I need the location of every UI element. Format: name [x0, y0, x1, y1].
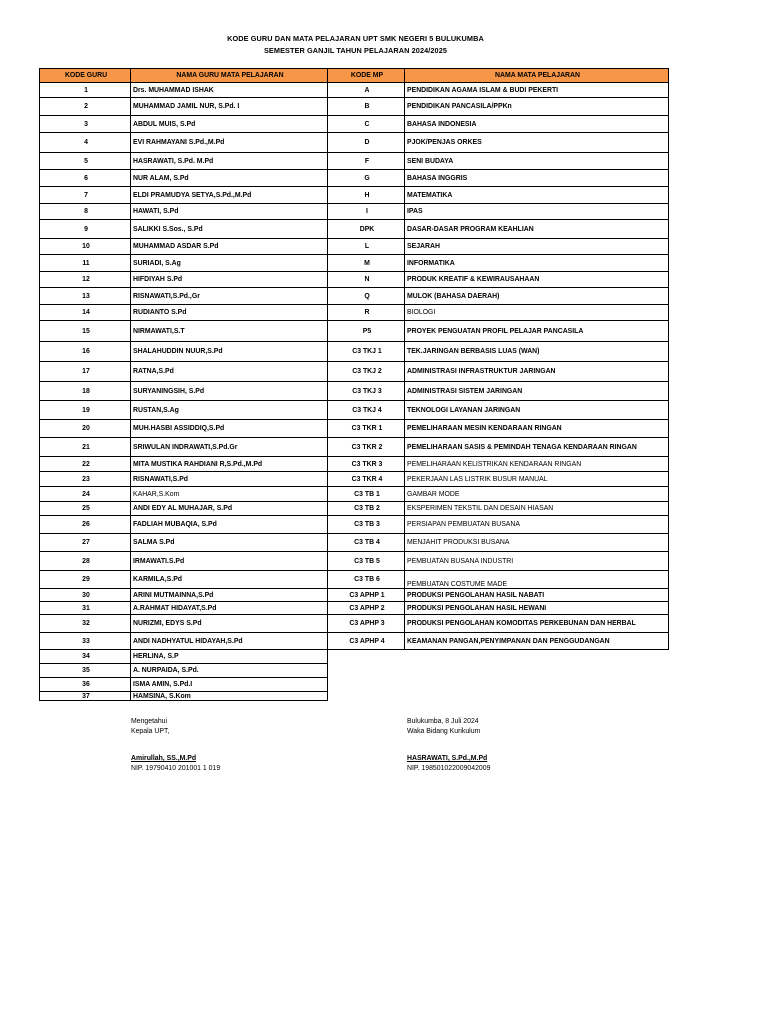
kode-mp-cell: C3 TKJ 3	[328, 382, 405, 401]
kode-mp-cell: G	[328, 170, 405, 187]
kode-guru-cell: 14	[40, 305, 131, 321]
kode-mp-cell: C3 TB 1	[328, 487, 405, 502]
kode-guru-cell: 7	[40, 187, 131, 204]
kode-mp-cell: C3 TB 3	[328, 516, 405, 534]
kode-mp-cell: D	[328, 133, 405, 153]
nama-mapel-cell: PEKERJAAN LAS LISTRIK BUSUR MANUAL	[405, 472, 669, 487]
kode-guru-cell: 6	[40, 170, 131, 187]
nama-guru-cell: HAWATI, S.Pd	[131, 204, 328, 220]
kode-guru-cell: 24	[40, 487, 131, 502]
table-row	[40, 239, 669, 255]
nama-guru-cell: ISMA AMIN, S.Pd.I	[131, 678, 328, 692]
header-nama-mapel: NAMA MATA PELAJARAN	[405, 69, 669, 83]
teacher-subject-table	[39, 68, 669, 701]
kode-mp-cell: P5	[328, 321, 405, 342]
nama-guru-cell: RISNAWATI,S.Pd.,Gr	[131, 288, 328, 305]
kode-guru-cell: 11	[40, 255, 131, 272]
kode-guru-cell: 10	[40, 239, 131, 255]
kode-mp-cell: C3 TKR 2	[328, 438, 405, 457]
kode-guru-cell: 25	[40, 502, 131, 516]
nama-mapel-cell: PRODUKSI PENGOLAHAN KOMODITAS PERKEBUNAN DAN HERBAL	[405, 615, 669, 633]
nama-mapel-cell: PENDIDIKAN AGAMA ISLAM & BUDI PEKERTI	[405, 83, 669, 98]
table-row	[40, 98, 669, 116]
nama-guru-cell: RISNAWATI,S.Pd	[131, 472, 328, 487]
kode-mp-cell: H	[328, 187, 405, 204]
nama-mapel-cell: PEMELIHARAAN MESIN KENDARAAN RINGAN	[405, 420, 669, 438]
nama-guru-cell: MUHAMMAD ASDAR S.Pd	[131, 239, 328, 255]
kode-guru-cell: 20	[40, 420, 131, 438]
nama-mapel-cell	[405, 664, 669, 678]
nama-mapel-cell: BIOLOGI	[405, 305, 669, 321]
nama-mapel-cell: PRODUKSI PENGOLAHAN HASIL NABATI	[405, 589, 669, 602]
kode-mp-cell: C3 TB 2	[328, 502, 405, 516]
kode-guru-cell: 32	[40, 615, 131, 633]
table-row	[40, 502, 669, 516]
kode-guru-cell: 3	[40, 116, 131, 133]
sig-right-line2: Waka Bidang Kurikulum	[407, 727, 481, 735]
table-row	[40, 401, 669, 420]
nama-guru-cell: SURYANINGSIH, S.Pd	[131, 382, 328, 401]
kode-mp-cell: C3 TKR 1	[328, 420, 405, 438]
kode-mp-cell: M	[328, 255, 405, 272]
kode-guru-cell: 19	[40, 401, 131, 420]
nama-mapel-cell: PENDIDIKAN PANCASILA/PPKn	[405, 98, 669, 116]
table-row	[40, 153, 669, 170]
table-row	[40, 187, 669, 204]
signature-right	[407, 717, 490, 773]
nama-guru-cell: ANDI NADHYATUL HIDAYAH,S.Pd	[131, 633, 328, 650]
nama-guru-cell: Drs. MUHAMMAD ISHAK	[131, 83, 328, 98]
nama-guru-cell: SURIADI, S.Ag	[131, 255, 328, 272]
nama-guru-cell: MUH.HASBI ASSIDDIQ,S.Pd	[131, 420, 328, 438]
table-row	[40, 342, 669, 362]
kode-mp-cell: C	[328, 116, 405, 133]
nama-mapel-cell: DASAR-DASAR PROGRAM KEAHLIAN	[405, 220, 669, 239]
nama-mapel-cell	[405, 650, 669, 664]
nama-mapel-cell: PERSIAPAN PEMBUATAN BUSANA	[405, 516, 669, 534]
header-nama-guru: NAMA GURU MATA PELAJARAN	[131, 69, 328, 83]
nama-guru-cell: SHALAHUDDIN NUUR,S.Pd	[131, 342, 328, 362]
nama-mapel-cell: BAHASA INGGRIS	[405, 170, 669, 187]
kode-mp-cell: L	[328, 239, 405, 255]
table-row	[40, 305, 669, 321]
kode-guru-cell: 33	[40, 633, 131, 650]
table-row	[40, 220, 669, 239]
kode-mp-cell: C3 TB 5	[328, 552, 405, 571]
kode-guru-cell: 28	[40, 552, 131, 571]
kode-guru-cell: 13	[40, 288, 131, 305]
kode-mp-cell: C3 APHP 3	[328, 615, 405, 633]
table-row	[40, 438, 669, 457]
nama-guru-cell: MITA MUSTIKA RAHDIANI R,S.Pd.,M.Pd	[131, 457, 328, 472]
kode-mp-cell	[328, 650, 405, 664]
kode-guru-cell: 21	[40, 438, 131, 457]
sig-right-name: HASRAWATI, S.Pd.,M.Pd	[407, 755, 488, 763]
nama-mapel-cell	[405, 692, 669, 701]
kode-guru-cell: 18	[40, 382, 131, 401]
nama-mapel-cell: PJOK/PENJAS ORKES	[405, 133, 669, 153]
nama-guru-cell: MUHAMMAD JAMIL NUR, S.Pd. I	[131, 98, 328, 116]
table-row	[40, 516, 669, 534]
kode-mp-cell: C3 TKJ 2	[328, 362, 405, 382]
table-row	[40, 382, 669, 401]
nama-guru-cell: NURIZMI, EDYS S.Pd	[131, 615, 328, 633]
nama-guru-cell: IRMAWATI.S.Pd	[131, 552, 328, 571]
table-row	[40, 420, 669, 438]
kode-mp-cell: C3 TKR 3	[328, 457, 405, 472]
nama-mapel-cell: TEK.JARINGAN BERBASIS LUAS (WAN)	[405, 342, 669, 362]
nama-guru-cell: RATNA,S.Pd	[131, 362, 328, 382]
nama-mapel-cell: PEMBUATAN BUSANA INDUSTRI	[405, 552, 669, 571]
nama-mapel-cell: PEMBUATAN COSTUME MADE	[405, 571, 669, 589]
table-row	[40, 83, 669, 98]
document-subtitle: SEMESTER GANJIL TAHUN PELAJARAN 2024/2025	[263, 46, 448, 55]
table-row	[40, 133, 669, 153]
table-row	[40, 692, 669, 701]
table-row	[40, 272, 669, 288]
nama-mapel-cell: SENI BUDAYA	[405, 153, 669, 170]
table-row	[40, 116, 669, 133]
kode-mp-cell: I	[328, 204, 405, 220]
kode-guru-cell: 16	[40, 342, 131, 362]
kode-mp-cell: C3 TKR 4	[328, 472, 405, 487]
nama-mapel-cell: MATEMATIKA	[405, 187, 669, 204]
nama-guru-cell: RUDIANTO S.Pd	[131, 305, 328, 321]
kode-guru-cell: 22	[40, 457, 131, 472]
nama-mapel-cell: PRODUK KREATIF & KEWIRAUSAHAAN	[405, 272, 669, 288]
kode-mp-cell: DPK	[328, 220, 405, 239]
table-row	[40, 457, 669, 472]
table-row	[40, 487, 669, 502]
kode-mp-cell: A	[328, 83, 405, 98]
kode-mp-cell: C3 TKJ 4	[328, 401, 405, 420]
kode-mp-cell: C3 TKJ 1	[328, 342, 405, 362]
nama-mapel-cell: PEMELIHARAAN KELISTRIKAN KENDARAAN RINGAN	[405, 457, 669, 472]
nama-guru-cell: KARMILA,S.Pd	[131, 571, 328, 589]
nama-guru-cell: SRIWULAN INDRAWATI,S.Pd.Gr	[131, 438, 328, 457]
nama-mapel-cell: PRODUKSI PENGOLAHAN HASIL HEWANI	[405, 602, 669, 615]
table-row	[40, 678, 669, 692]
header-kode-guru: KODE GURU	[40, 69, 131, 83]
table-row	[40, 552, 669, 571]
kode-guru-cell: 37	[40, 692, 131, 701]
sig-left-line1: Mengetahui	[131, 718, 168, 725]
kode-guru-cell: 35	[40, 664, 131, 678]
kode-guru-cell: 23	[40, 472, 131, 487]
kode-guru-cell: 29	[40, 571, 131, 589]
nama-guru-cell: SALIKKI S.Sos., S.Pd	[131, 220, 328, 239]
sig-left-line2: Kepala UPT,	[131, 727, 170, 735]
nama-mapel-cell	[405, 678, 669, 692]
kode-guru-cell: 15	[40, 321, 131, 342]
nama-guru-cell: ANDI EDY AL MUHAJAR, S.Pd	[131, 502, 328, 516]
nama-mapel-cell: ADMINISTRASI INFRASTRUKTUR JARINGAN	[405, 362, 669, 382]
nama-guru-cell: A. NURPAIDA, S.Pd.	[131, 664, 328, 678]
table-row	[40, 633, 669, 650]
kode-guru-cell: 4	[40, 133, 131, 153]
nama-mapel-cell: ADMINISTRASI SISTEM JARINGAN	[405, 382, 669, 401]
nama-guru-cell: FADLIAH MUBAQIA, S.Pd	[131, 516, 328, 534]
table-row	[40, 602, 669, 615]
nama-mapel-cell: GAMBAR MODE	[405, 487, 669, 502]
nama-mapel-cell: PEMELIHARAAN SASIS & PEMINDAH TENAGA KENDARAAN RINGAN	[405, 438, 669, 457]
sig-right-nip: NIP. 198501022009042009	[407, 764, 491, 772]
nama-guru-cell: NUR ALAM, S.Pd	[131, 170, 328, 187]
nama-mapel-cell: SEJARAH	[405, 239, 669, 255]
kode-guru-cell: 34	[40, 650, 131, 664]
nama-guru-cell: ELDI PRAMUDYA SETYA,S.Pd.,M.Pd	[131, 187, 328, 204]
table-row	[40, 204, 669, 220]
nama-guru-cell: KAHAR,S.Kom	[131, 487, 328, 502]
nama-mapel-cell: BAHASA INDONESIA	[405, 116, 669, 133]
kode-mp-cell: B	[328, 98, 405, 116]
kode-guru-cell: 26	[40, 516, 131, 534]
table-row	[40, 615, 669, 633]
nama-guru-cell: HIFDIYAH S.Pd	[131, 272, 328, 288]
kode-mp-cell: C3 APHP 4	[328, 633, 405, 650]
nama-guru-cell: SALMA S.Pd	[131, 534, 328, 552]
sig-left-name: Amirullah, SS.,M.Pd	[131, 755, 197, 763]
sig-left-nip: NIP. 19790410 201001 1 019	[131, 764, 221, 772]
nama-guru-cell: A.RAHMAT HIDAYAT,S.Pd	[131, 602, 328, 615]
document-title: KODE GURU DAN MATA PELAJARAN UPT SMK NEGERI 5 BULUKUMBA	[227, 34, 484, 43]
table-row	[40, 255, 669, 272]
table-row	[40, 170, 669, 187]
kode-guru-cell: 27	[40, 534, 131, 552]
kode-mp-cell: C3 TB 6	[328, 571, 405, 589]
kode-mp-cell	[328, 664, 405, 678]
nama-mapel-cell: TEKNOLOGI LAYANAN JARINGAN	[405, 401, 669, 420]
nama-guru-cell: NIRMAWATI,S.T	[131, 321, 328, 342]
sig-right-line1: Bulukumba, 8 Juli 2024	[407, 718, 479, 725]
kode-mp-cell	[328, 678, 405, 692]
kode-mp-cell: R	[328, 305, 405, 321]
nama-mapel-cell: MULOK (BAHASA DAERAH)	[405, 288, 669, 305]
kode-mp-cell: C3 APHP 2	[328, 602, 405, 615]
kode-mp-cell: F	[328, 153, 405, 170]
nama-guru-cell: ABDUL MUIS, S.Pd	[131, 116, 328, 133]
nama-guru-cell: HAMSINA, S.Kom	[131, 692, 328, 701]
kode-guru-cell: 31	[40, 602, 131, 615]
table-row	[40, 472, 669, 487]
table-row	[40, 362, 669, 382]
signature-left	[131, 717, 220, 773]
kode-mp-cell	[328, 692, 405, 701]
kode-mp-cell: C3 TB 4	[328, 534, 405, 552]
nama-guru-cell: HERLINA, S.P	[131, 650, 328, 664]
table-row	[40, 589, 669, 602]
table-header-row	[40, 69, 669, 83]
nama-mapel-cell: PROYEK PENGUATAN PROFIL PELAJAR PANCASILA	[405, 321, 669, 342]
kode-guru-cell: 1	[40, 83, 131, 98]
table-row	[40, 650, 669, 664]
nama-guru-cell: HASRAWATI, S.Pd. M.Pd	[131, 153, 328, 170]
nama-mapel-cell: IPAS	[405, 204, 669, 220]
nama-guru-cell: RUSTAN,S.Ag	[131, 401, 328, 420]
nama-mapel-cell: MENJAHIT PRODUKSI BUSANA	[405, 534, 669, 552]
kode-guru-cell: 36	[40, 678, 131, 692]
header-kode-mp: KODE MP	[328, 69, 405, 83]
kode-guru-cell: 5	[40, 153, 131, 170]
kode-mp-cell: N	[328, 272, 405, 288]
table-row	[40, 288, 669, 305]
kode-guru-cell: 2	[40, 98, 131, 116]
table-row	[40, 571, 669, 589]
nama-guru-cell: EVI RAHMAYANI S.Pd.,M.Pd	[131, 133, 328, 153]
kode-guru-cell: 30	[40, 589, 131, 602]
table-row	[40, 534, 669, 552]
nama-mapel-cell: KEAMANAN PANGAN,PENYIMPANAN DAN PENGGUDANGAN	[405, 633, 669, 650]
nama-mapel-cell: EKSPERIMEN TEKSTIL DAN DESAIN HIASAN	[405, 502, 669, 516]
kode-guru-cell: 12	[40, 272, 131, 288]
nama-guru-cell: ARINI MUTMAINNA,S.Pd	[131, 589, 328, 602]
kode-guru-cell: 8	[40, 204, 131, 220]
kode-mp-cell: C3 APHP 1	[328, 589, 405, 602]
table-row	[40, 664, 669, 678]
nama-mapel-cell: INFORMATIKA	[405, 255, 669, 272]
kode-mp-cell: Q	[328, 288, 405, 305]
table-row	[40, 321, 669, 342]
kode-guru-cell: 17	[40, 362, 131, 382]
kode-guru-cell: 9	[40, 220, 131, 239]
